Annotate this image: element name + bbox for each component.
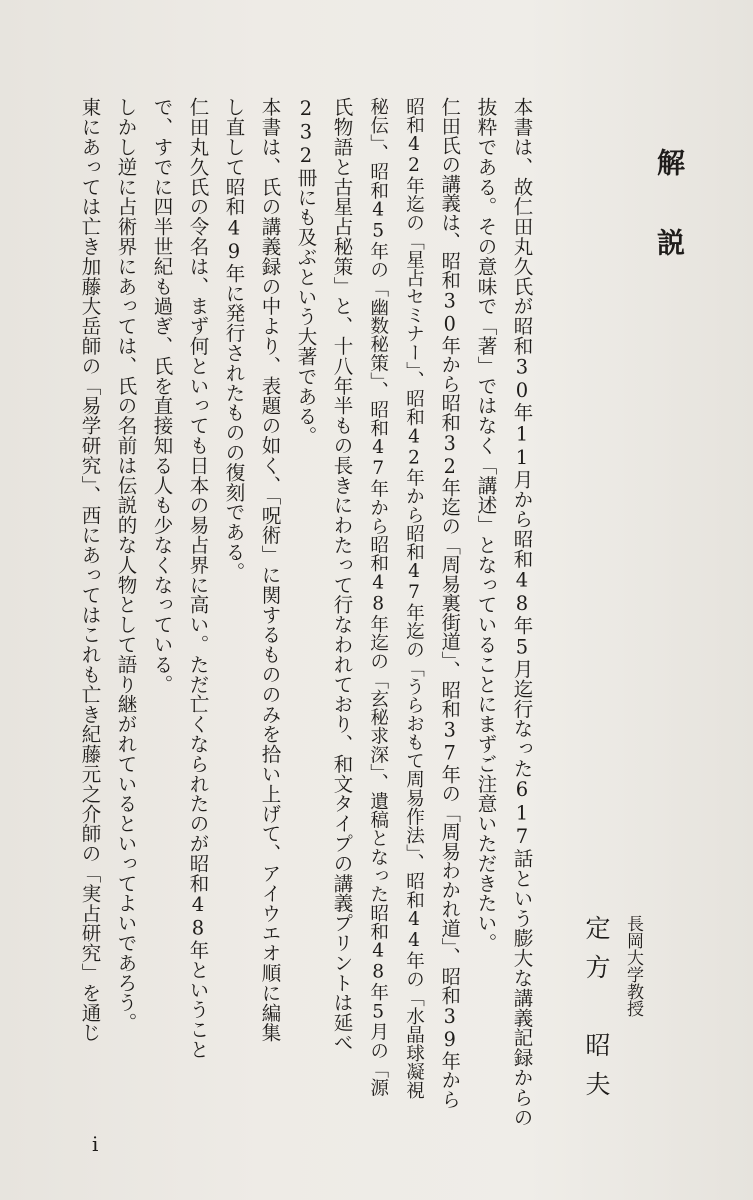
body-line-5: 秘伝」、昭和45年の「幽数秘策」、昭和47年から昭和48年迄の「玄秘求深」、遺稿となった昭和48年5月の「源 <box>367 97 389 1097</box>
body-line-3: 仁田氏の講義は、昭和30年から昭和32年迄の「周易裏街道」、昭和37年の「周易わかれ道」、昭和39年から <box>438 97 462 1109</box>
body-line-7: 232冊にも及ぶという大著である。 <box>294 97 318 446</box>
body-line-1: 本書は、故仁田丸久氏が昭和30年11月から昭和48年5月迄行なった617話という膨大な講義記録からの <box>510 97 534 1127</box>
body-line-8: 本書は、氏の講義録の中より、表題の如く、「呪術」に関するもののみを拾い上げて、アイウエオ順に編集 <box>258 97 282 1043</box>
author-affiliation: 長岡大学教授 <box>623 915 643 1017</box>
body-line-2: 抜粋である。その意味で「著」ではなく「講述」となっていることにまずご注意いただきたい。 <box>474 97 498 953</box>
body-line-11: で、すでに四半世紀も過ぎ、氏を直接知る人も少なくなっている。 <box>150 97 174 694</box>
heading-char-2: 説 <box>653 228 686 256</box>
author-name: 定方 昭夫 <box>582 915 611 1110</box>
body-line-13: 東にあっては亡き加藤大岳師の「易学研究」、西にあってはこれも亡き紀藤元之介師の「実占研究」を通じ <box>78 97 102 1043</box>
body-line-4: 昭和42年迄の「星占セミナー」、昭和42年から昭和47年迄の「うらおもて周易作法」、昭和44年の「水晶球凝視 <box>403 97 425 1100</box>
heading-char-1: 解 <box>653 148 686 176</box>
body-line-6: 氏物語と古星占秘策」と、十八年半もの長きにわたって行なわれており、和文タイプの講義プリントは延べ <box>330 97 354 1053</box>
body-line-10: 仁田丸久氏の令名は、まず何といっても日本の易占界に高い。ただ亡くなられたのが昭和48年ということ <box>186 97 210 1060</box>
body-line-12: しかし逆に占術界にあっては、氏の名前は伝説的な人物として語り継がれているといってよいであろう。 <box>114 97 138 1033</box>
body-line-9: し直して昭和49年に発行されたものの復刻である。 <box>222 97 246 582</box>
page-number: i <box>92 1132 99 1156</box>
